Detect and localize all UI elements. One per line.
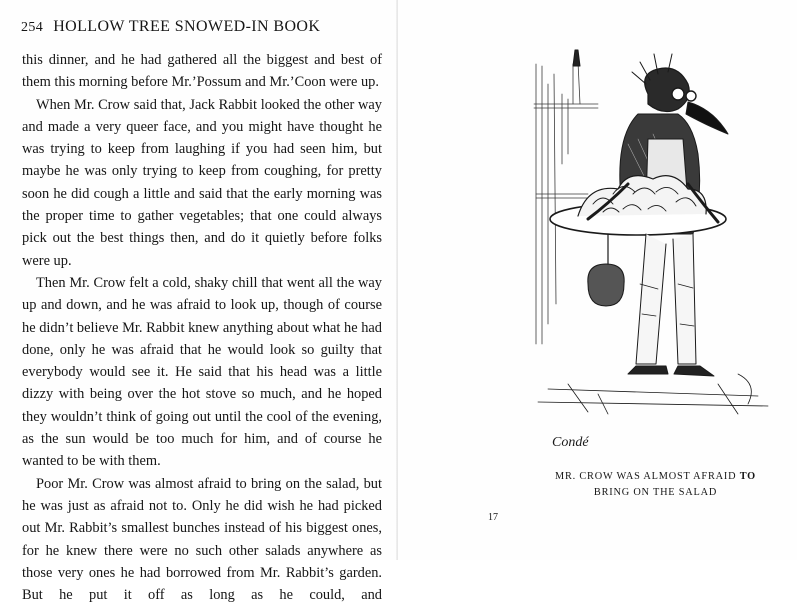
paragraph: Then Mr. Crow felt a cold, shaky chill that went all the way up and down, and he was afraid to look up, though of course he didn’t believe Mr. Rabbit knew anything about what he had done, only he was afraid that he would look so guilty that everybody would see it. He said that his head was a little dizzy with being over the hot stove so much, and he hoped they wouldn’t think of going out until the cool of the evening, as the sun would be too much for him, and of course he wanted to be with them. bbox=[22, 274, 382, 470]
caption-line-1-end: TO bbox=[739, 471, 756, 482]
page-number: 254 bbox=[21, 20, 44, 35]
paragraph-continued: this dinner, and he had gathered all the biggest and best of them this morning before Mr.’Possum and Mr.’Coon were up. bbox=[22, 52, 382, 91]
artist-signature: Condé bbox=[552, 435, 589, 450]
right-page bbox=[398, 0, 797, 560]
paragraph: Poor Mr. Crow was almost afraid to bring on the salad, but he was just as afraid not to. Only he did wish he had picked out Mr. Rabbit’s smallest bunches instead of his biggest ones, for he knew there were no such other salads anywhere as those very ones he had borrowed from Mr. Rabbit’s garden. But he put it off as long as he could, and bbox=[22, 475, 382, 604]
left-page bbox=[0, 0, 398, 604]
caption-line-1: MR. CROW WAS ALMOST AFRAID bbox=[555, 471, 737, 482]
running-head bbox=[21, 18, 384, 37]
paragraph: When Mr. Crow said that, Jack Rabbit looked the other way and made a very queer face, and you might have thought he was trying to keep from laughing if you had seen him, but maybe he was only trying to keep from coughing, for pretty soon he did cough a little and said that the early morning was the proper time to gather vegetables; that one could always pick out the best things then, and do it quietly before folks were up. bbox=[22, 96, 382, 269]
folio-number: 17 bbox=[488, 512, 498, 523]
body-text bbox=[22, 49, 382, 606]
caption-line-2: BRING ON THE SALAD bbox=[593, 486, 718, 498]
crow-illustration bbox=[528, 44, 778, 454]
illustration-caption bbox=[523, 469, 788, 500]
book-title: HOLLOW TREE SNOWED-IN BOOK bbox=[53, 18, 321, 35]
